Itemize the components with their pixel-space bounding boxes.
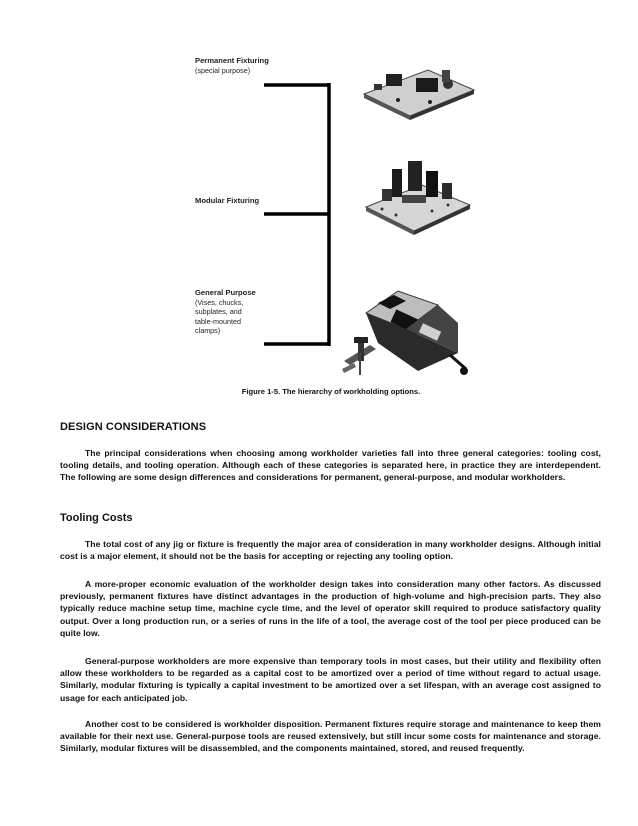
label-general-line: clamps): [195, 326, 221, 336]
label-general-line: (Vises, chucks,: [195, 297, 244, 307]
paragraph-design-considerations: The principal considerations when choosing among workholder varieties fall into three general categories: tooling cost, tooling details, and tooling operation. Although each of these categories is separated here, in practice they are interdependent. The following are some design differences and considerations for permanent, general-purpose, and modular workholders.: [60, 448, 601, 483]
paragraph-tooling-costs-4: Another cost to be considered is workholder disposition. Permanent fixtures require storage and maintenance to keep them available for their next use. General-purpose tools are reused extensively, but still incur some costs for maintenance and storage. Similarly, modular fixtures will be disassembled, and the components maintained, stored, and reused frequently.: [60, 719, 601, 754]
paragraph-tooling-costs-3: General-purpose workholders are more expensive than temporary tools in most cases, but their utility and flexibility often allow these workholders to be regarded as a capital cost to be amortized over a period of time without regard to actual usage. Similarly, modular fixturing is typically a capital investment to be amortized over a set lifespan, with an average cost assigned to usage for each anticipated job.: [60, 656, 601, 703]
modular-fixture-image: [362, 155, 472, 235]
label-modular-title: Modular Fixturing: [195, 196, 260, 205]
paragraph-tooling-costs-2: A more-proper economic evaluation of the workholder design takes into consideration many other factors. As discussed previously, permanent fixtures have distinct advantages in the production of high-volume and high-precision parts. They also typically reduce machine setup time, machine cycle time, and the level of operator skill required to produce satisfactory quality output. Over a long production run, or a series of runs in the life of a tool, the average cost of the tool per piece produced can be quite low.: [60, 579, 601, 638]
label-general-title: General Purpose: [195, 288, 256, 297]
hierarchy-bracket: [262, 80, 338, 350]
permanent-fixture-image: [358, 60, 478, 120]
label-permanent-title: Permanent Fixturing: [195, 56, 269, 65]
label-permanent-fixturing: [195, 56, 285, 75]
heading-tooling-costs: Tooling Costs: [60, 512, 133, 524]
label-general-line: table-mounted: [195, 316, 241, 326]
label-general-line: subplates, and: [195, 307, 242, 317]
table-clamp-image: [340, 335, 388, 377]
figure-caption: [0, 387, 638, 396]
figure-caption-text: Figure 1-5. The hierarchy of workholding options.: [241, 387, 421, 396]
label-permanent-sub: (special purpose): [195, 65, 251, 75]
paragraph-tooling-costs-1: The total cost of any jig or fixture is frequently the major area of consideration in many workholder designs. Although initial cost is a major element, it should not be the basis for accepting or rejecting any tooling option.: [60, 539, 601, 562]
heading-design-considerations: DESIGN CONSIDERATIONS: [60, 421, 207, 433]
